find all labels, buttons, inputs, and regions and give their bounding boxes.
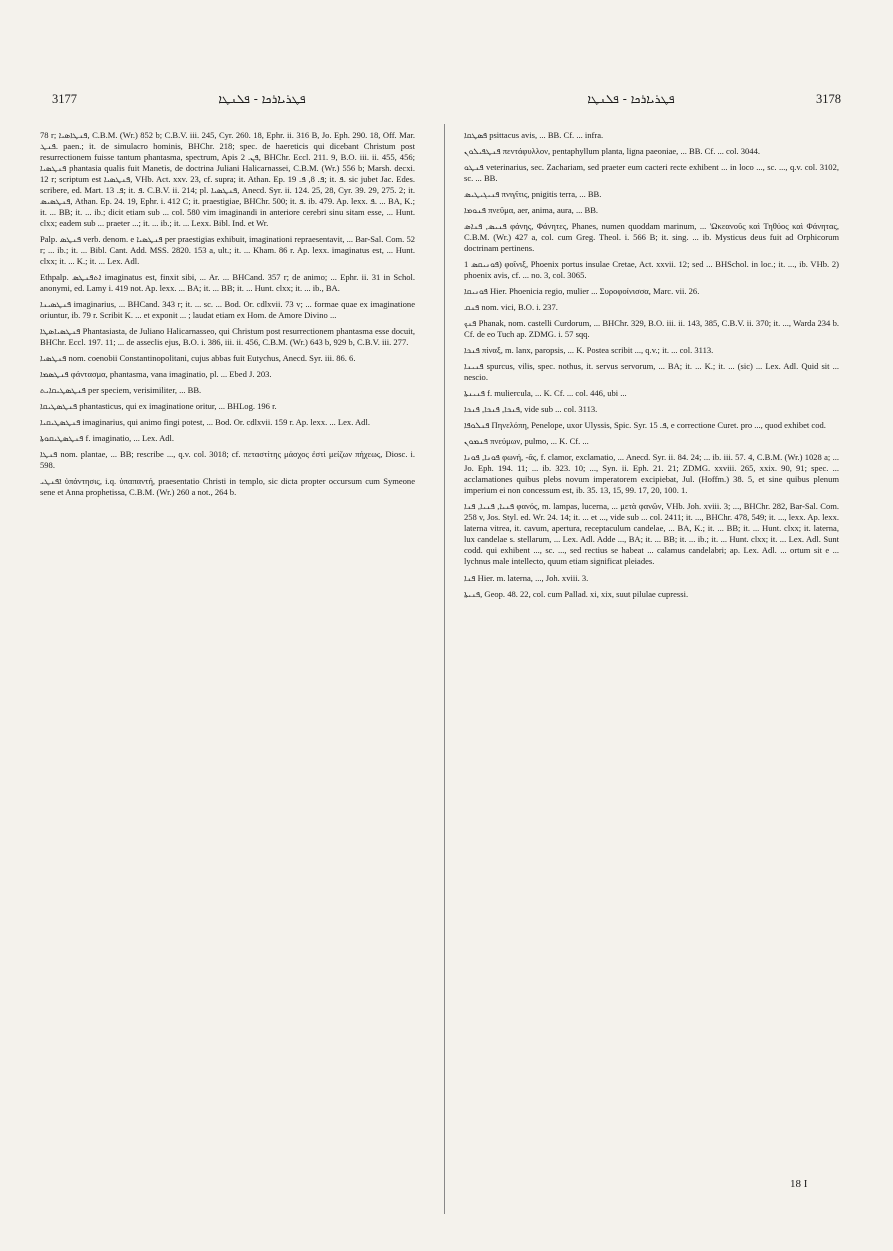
dictionary-entry: ܦܢܛܣܝܢܐ imaginarius, ... BHCand. 343 r; it. ... sc. ... Bod. Or. cdlxvii. 73 v; ... formae quae ex imaginatione oriuntur, ib. 79 r. Scribit K. ... et exponit ... ; laudat etiam ex Hom. de Amore Divino ... [40,299,415,321]
dictionary-entry: ܦܘܢܝܩܣ 1) φοῖνιξ, Phoenix portus insulae Cretae, Act. xxvii. 12; sed ... BHSchol. in loc.; it. ..., ib. VHb. 2) phoenix avis, cf. ... no. 3, col. 3065. [464,259,839,281]
dictionary-entry: 78 r; ܦܢܛܐܣܝܐ, C.B.M. (Wr.) 852 b; C.B.V. iii. 245, Cyr. 260. 18, Ephr. ii. 316 B, Jo. Eph. 290. 18, Off. Mar. ܦܢܛ. paen.; it. de simulacro hominis, BHChr. 218; spec. de haereticis qui dicebant Christum post resurrectionem fuisse tantum phantasma, spectrum, Apis ܦܢ. 2, BHChr. Eccl. 211. 9, B.O. iii. ii. 455, 456; ܦܢܛܣܝܐ phantasia qualis fuit Manetis, de doctrina Juliani Halicarnassei, C.B.M. (Wr.) 556 b; Marsh. decxi. 12 r; scriptum est ܦܢܛܣܝܐ, VHb. Act. xxv. 23, cf. supra; it. Athan. Ep. ܦ. 8, ܦ. 19; it. ܦ. sic jubet Jac. Edes. scribere, ed. Mart. ܦ. 13; it. ܦ. C.B.V. ii. 214; pl. ܦܢܛܣܝܐ, Anecd. Syr. ii. 124. 25, 28, Cyr. 39. 29, 275. 2; it. ܦܢܛܣܝܣ, Athan. Ep. 24. 19, Ephr. i. 412 C; it. praestigiae, BHChr. 500; it. ܦ. ib. 479. Ap. lexx. ܦ. ... BA, K.; it. ... BB; it. ... ib.; dicit etiam sub ... col. 580 vim imaginandi in anteriore cerebri sinu sitam esse, ... Hunt. clxx; eadem sub ... praeter ...; it. ... ib.; it. ... Lexx. Bibl. Ind. et Wr. [40,130,415,229]
dictionary-entry: ܦܢܐ Hier. m. laterna, ..., Joh. xviii. 3. [464,572,589,583]
dictionary-entry: ܦܢܡܘܢ πνεύμων, pulmo, ... K. Cf. ... [464,436,589,447]
signature-mark: 18 I [790,1178,808,1190]
dictionary-entry: ܦܢܝܐ, ܦܢܝܐ, ܦܢܐ φανός, m. lampas, lucerna, ... μετὰ φανῶν, VHb. Joh. xviii. 3; ..., BHChr. 282, Bar-Sal. Com. 258 v, Jos. Styl. ed. Wr. 24. 14; it. ... et ..., vide sub ... col. 2411; it. ..., BHChr. 478, 549; it. ..., lexx. Ap. lexx. laterna vitrea, it. cavum, apertura, receptaculum candelae, ... BA, K.; it. ... BB; it. ... Hunt. clxx; it. laterna, lux candelae s. stellarum, ... Lex. Adl. Adde ..., BA; it. ... BB; it. ... ib.; it. ... Hunt. clxx; it. ... Lex. Adl. Sunt codd. qui exhibent ..., sc. ..., sed rectius se habeat ... calamus candelabri; ap. Lex. Adl. ... ortum sit e ... lychnus male intellecto, quum etiam significat pleiades. [464,501,840,567]
dictionary-entry: ܐܦܢܛܝ ὑπάντησις, i.q. ὑπαπαντή, praesentatio Christi in templo, sic dicta propter occursum cum Symeone sene et Anna prophetissa, C.B.M. (Wr.) 260 a not., 264 b. [40,476,415,498]
dictionary-entry: Palp. ܦܢܛܣ verb. denom. e ܦܢܛܣܝܐ per praestigias exhibuit, imaginationi repraesentavit, ... Bar-Sal. Com. 52 r; ... ib.; it. ... Bibl. Cant. Add. MSS. 2820. 153 a, ult.; it. ... Kham. 86 r. Ap. lexx. imaginatus est, ... Hunt. clxx; it. ... K.; it. ... Lex. Adl. [40,234,416,267]
dictionary-entry: ܦܢܝܓܝܛܝܣ πνιγῖτις, pnigitis terra, ... BB. [464,189,602,200]
dictionary-entry: ܦܢܛܘ veterinarius, sec. Zachariam, sed praeter eum cacteri recte exhibent ... in loco ..., sc. ..., q.v. col. 3102, sc. ... BB. [464,162,839,184]
dictionary-entry: ܦܢܝܢܬܐ f. muliercula, ... K. Cf. ... col. 446, ubi ... [464,388,627,399]
dictionary-entry: ܦܢܝܬܐ, Geop. 48. 22, col. cum Pallad. xi, xix, suut pilulae cupressi. [464,588,689,599]
dictionary-entry: ܦܢܛܣܛܝܩܝܐ imaginarius, qui animo fingi potest, ... Bod. Or. cdlxvii. 159 r. Ap. lexx. ... Lex. Adl. [40,417,370,428]
dictionary-entry: ܦܢܘܡܐ πνεῦμα, aer, anima, aura, ... BB. [464,205,599,216]
dictionary-entry: ܦܘܢܐ, ܦܘܢܐ φωνή, -ᾶς, f. clamor, exclamatio, ... Anecd. Syr. ii. 84. 24; ... ib. iii. 57. 4, C.B.M. (Wr.) 1028 a; ... Jo. Eph. 194. 11; ... ib. 323. 10; ..., Syn. ii. Eph. 21. 21; ZDMG. xxviii. 265, xxix. 90, 91; spec. ... acclamationes quibus plebs novum imperatorem excipiebat, Jul. (Hoffm.) 38. 5, et sine quibus plenum imperium ei non concessum est, ib. 35. 13, 15, 99. 17, 20, 100. 1. [464,452,839,496]
dictionary-entry: ܦܢܛܣܡܐ φάντασμα, phantasma, vana imaginatio, pl. ... Ebed J. 203. [40,369,272,380]
dictionary-entry: ܦܢܛܣܝܐ nom. coenobii Constantinopolitani, cujus abbas fuit Eutychus, Anecd. Syr. iii. 86. 6. [40,353,356,364]
right-column [464,130,839,605]
dictionary-entry: ܦܢܛܣܛܝܩܐ phantasticus, qui ex imaginatione oritur, ... BHLog. 196 r. [40,401,277,412]
right-running-title: ܦܛܪܝܐܪܟܐ - ܦܠܢܛܐ [587,92,675,106]
dictionary-entry: Ethpalp. ܐܬܦܢܛܣ imaginatus est, finxit sibi, ... Ar. ... BHCand. 357 r; de animo; ... Ephr. ii. 31 in Schol. anonymi, ed. Lamy i. 419 not. Ap. lexx. ... BA; it. ... BB; it. ... Hunt. clxx; it. ... ib., BA. [40,272,416,294]
dictionary-entry: ܦܢܛܐ nom. plantae, ... BB; rescribe ..., q.v. col. 3018; cf. πεταστίτης μάσχος ἐστὶ μείζων πήχεως, Diosc. i. 598. [40,449,415,471]
dictionary-entry: ܦܢܟ Phanak, nom. castelli Curdorum, ... BHChr. 329, B.O. iii. ii. 143, 385, C.B.V. ii. 370; it. ..., Warda 234 b. Cf. de eo Tuch ap. ZDMG. i. 57 sqq. [464,318,839,340]
right-page-number: 3178 [816,92,841,106]
dictionary-entry: ܦܢܛܣܝܐܣܛܐ Phantasiasta, de Juliano Halicarnasseo, qui Christum post resurrectionem phantasma esse docuit, BHChr. Eccl. 197. 11; ... de asseclis ejus, B.O. i. 386, iii. ii. 456, C.B.M. (Wr.) 643 b, 929 b, C.B.V. iii. 277. [40,326,415,348]
dictionary-entry: ܦܢܛܦܝܠܘܢ πεντάφυλλον, pentaphyllum planta, ligna paeoniae, ... BB. Cf. ... col. 3044. [464,146,760,157]
left-page-number: 3177 [52,92,77,106]
dictionary-entry: ܦܢܛܣܛܝܩܘܬܐ f. imaginatio, ... Lex. Adl. [40,433,175,444]
dictionary-entry: ܦܣܛܩܐ psittacus avis, ... BB. Cf. ... infra. [464,130,604,140]
dictionary-entry: ܦܘܢܝܩܐ Hier. Phoenicia regio, mulier ... Συροφοίνισσα, Marc. vii. 26. [464,286,700,297]
dictionary-entry: ܦܢܟܐ πίναξ, m. lanx, paropsis, ... K. Postea scribit ..., q.v.; it. ... col. 3113. [464,345,714,356]
dictionary-entry: ܦܢܠܘܦܐ Πηνελόπη, Penelope, uxor Ulyssis, Spic. Syr. ܦ. 15, e correctione Curet. pro ..., quod exhibet cod. [464,420,826,431]
column-divider [444,124,445,1214]
left-column [40,130,415,503]
page-header [52,92,841,112]
dictionary-entry: ܦܢܛܣܛܝܩܐܝܬ per speciem, verisimiliter, ... BB. [40,385,202,396]
dictionary-entry: ܦܢܝܢܐ spurcus, vilis, spec. nothus, it. servus servorum, ... BA; it. ... K.; it. ... (sic) ... Lex. Adl. Quid sit ... nescio. [464,361,839,383]
dictionary-entry: ܦܢܩ nom. vici, B.O. i. 237. [464,302,558,313]
dictionary-entry: ܦܢܟܐ, ܦܢܟܐ, ܦܢܟܐ, vide sub ... col. 3113. [464,404,598,415]
left-running-title: ܦܛܪܝܐܪܟܐ - ܦܠܢܛܐ [218,92,306,106]
dictionary-entry: ܦܢܝܣ, ܦܢܐܣ φάνης, Φάνητες, Phanes, numen quoddam marinum, ... 'Ωκεανοῦς καὶ Τηθύος καὶ Φάνητας, C.B.M. (Wr.) 427 a, col. cum Greg. Theol. i. 566 B; it. sing. ... ib. Mysticus deus fuit ad Orphicorum doctrinam pertinens. [464,221,839,254]
